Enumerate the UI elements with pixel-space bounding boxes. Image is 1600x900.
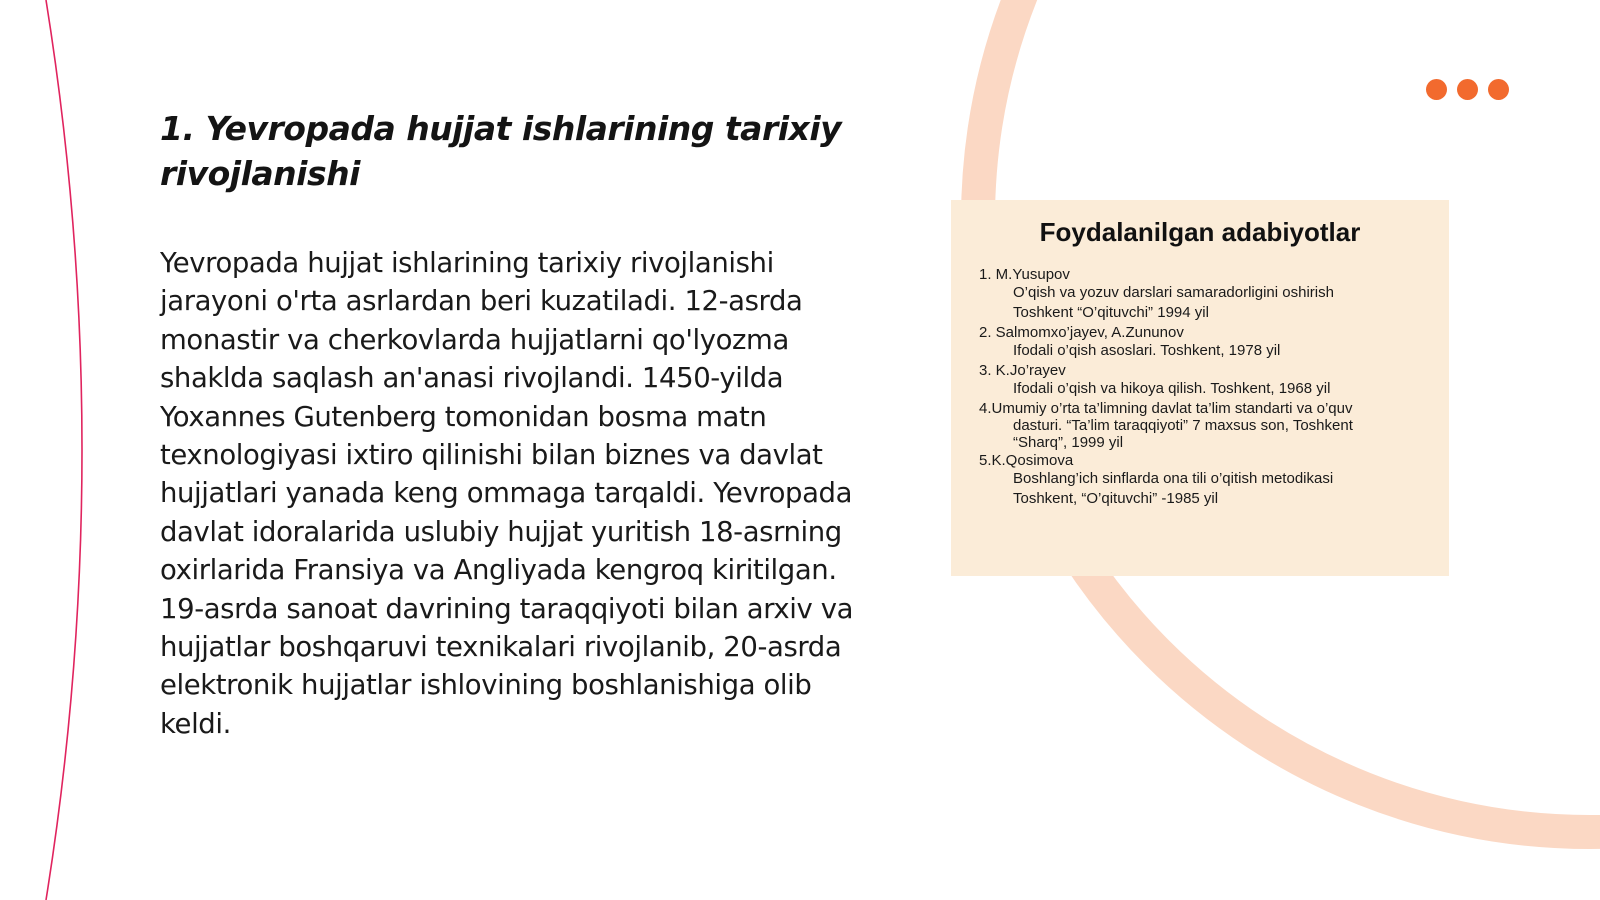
reference-detail: Ifodali o’qish asoslari. Toshkent, 1978 yil [1013, 342, 1281, 359]
reference-item [979, 362, 1449, 398]
reference-author: 1. M.Yusupov [979, 266, 1070, 283]
reference-detail: Ifodali o’qish va hikoya qilish. Toshkent, 1968 yil [1013, 380, 1331, 397]
reference-author: 4.Umumiy o’rta ta’limning davlat ta’lim standarti va o’quv [979, 400, 1353, 417]
left-edge-curve [46, 0, 82, 900]
slide-body-text: Yevropada hujjat ishlarining tarixiy rivojlanishi jarayoni o'rta asrlardan beri kuzatiladi. 12-asrda monastir va cherkovlarda hujjatlarni qo'lyozma shaklda saqlash an'anasi rivojlandi. 1450-yilda Yoxannes Gutenberg tomonidan bosma matn texnologiyasi ixtiro qilinishi bilan biznes va davlat hujjatlari yanada keng ommaga tarqaldi. Yevropada davlat idoralarida uslubiy hujjat yuritish 18-asrning oxirlarida Fransiya va Angliyada kengroq kiritilgan. 19-asrda sanoat davrining taraqqiyoti bilan arxiv va hujjatlar boshqaruvi texnikalari rivojlanib, 20-asrda elektronik hujjatlar ishlovining boshlanishiga olib keldi. [160, 247, 854, 740]
slide-title: 1. Yevropada hujjat ishlarining tarixiy rivojlanishi [160, 109, 842, 193]
reference-item [979, 400, 1449, 450]
reference-item [979, 324, 1449, 360]
reference-detail: Boshlang’ich sinflarda ona tili o’qitish metodikasi [1013, 470, 1334, 487]
references-box [951, 200, 1449, 576]
menu-dots [1426, 79, 1509, 100]
orange-dot [1426, 79, 1447, 100]
reference-detail: dasturi. “Ta’lim taraqqiyoti” 7 maxsus son, Toshkent [1013, 417, 1353, 434]
reference-author: 3. K.Jo’rayev [979, 362, 1066, 379]
reference-author: 5.K.Qosimova [979, 452, 1074, 469]
reference-author: 2. Salmomxo’jayev, A.Zununov [979, 324, 1184, 341]
references-list [979, 266, 1449, 508]
reference-detail: Toshkent, “O’qituvchi” -1985 yil [1013, 490, 1219, 507]
reference-item [979, 266, 1449, 322]
reference-item [979, 452, 1449, 508]
reference-detail: “Sharq”, 1999 yil [1013, 434, 1124, 451]
orange-dot [1457, 79, 1478, 100]
reference-detail: Toshkent “O’qituvchi” 1994 yil [1013, 304, 1209, 321]
references-title: Foydalanilgan adabiyotlar [1039, 217, 1361, 247]
orange-dot [1488, 79, 1509, 100]
reference-detail: O’qish va yozuv darslari samaradorligini oshirish [1013, 284, 1334, 301]
